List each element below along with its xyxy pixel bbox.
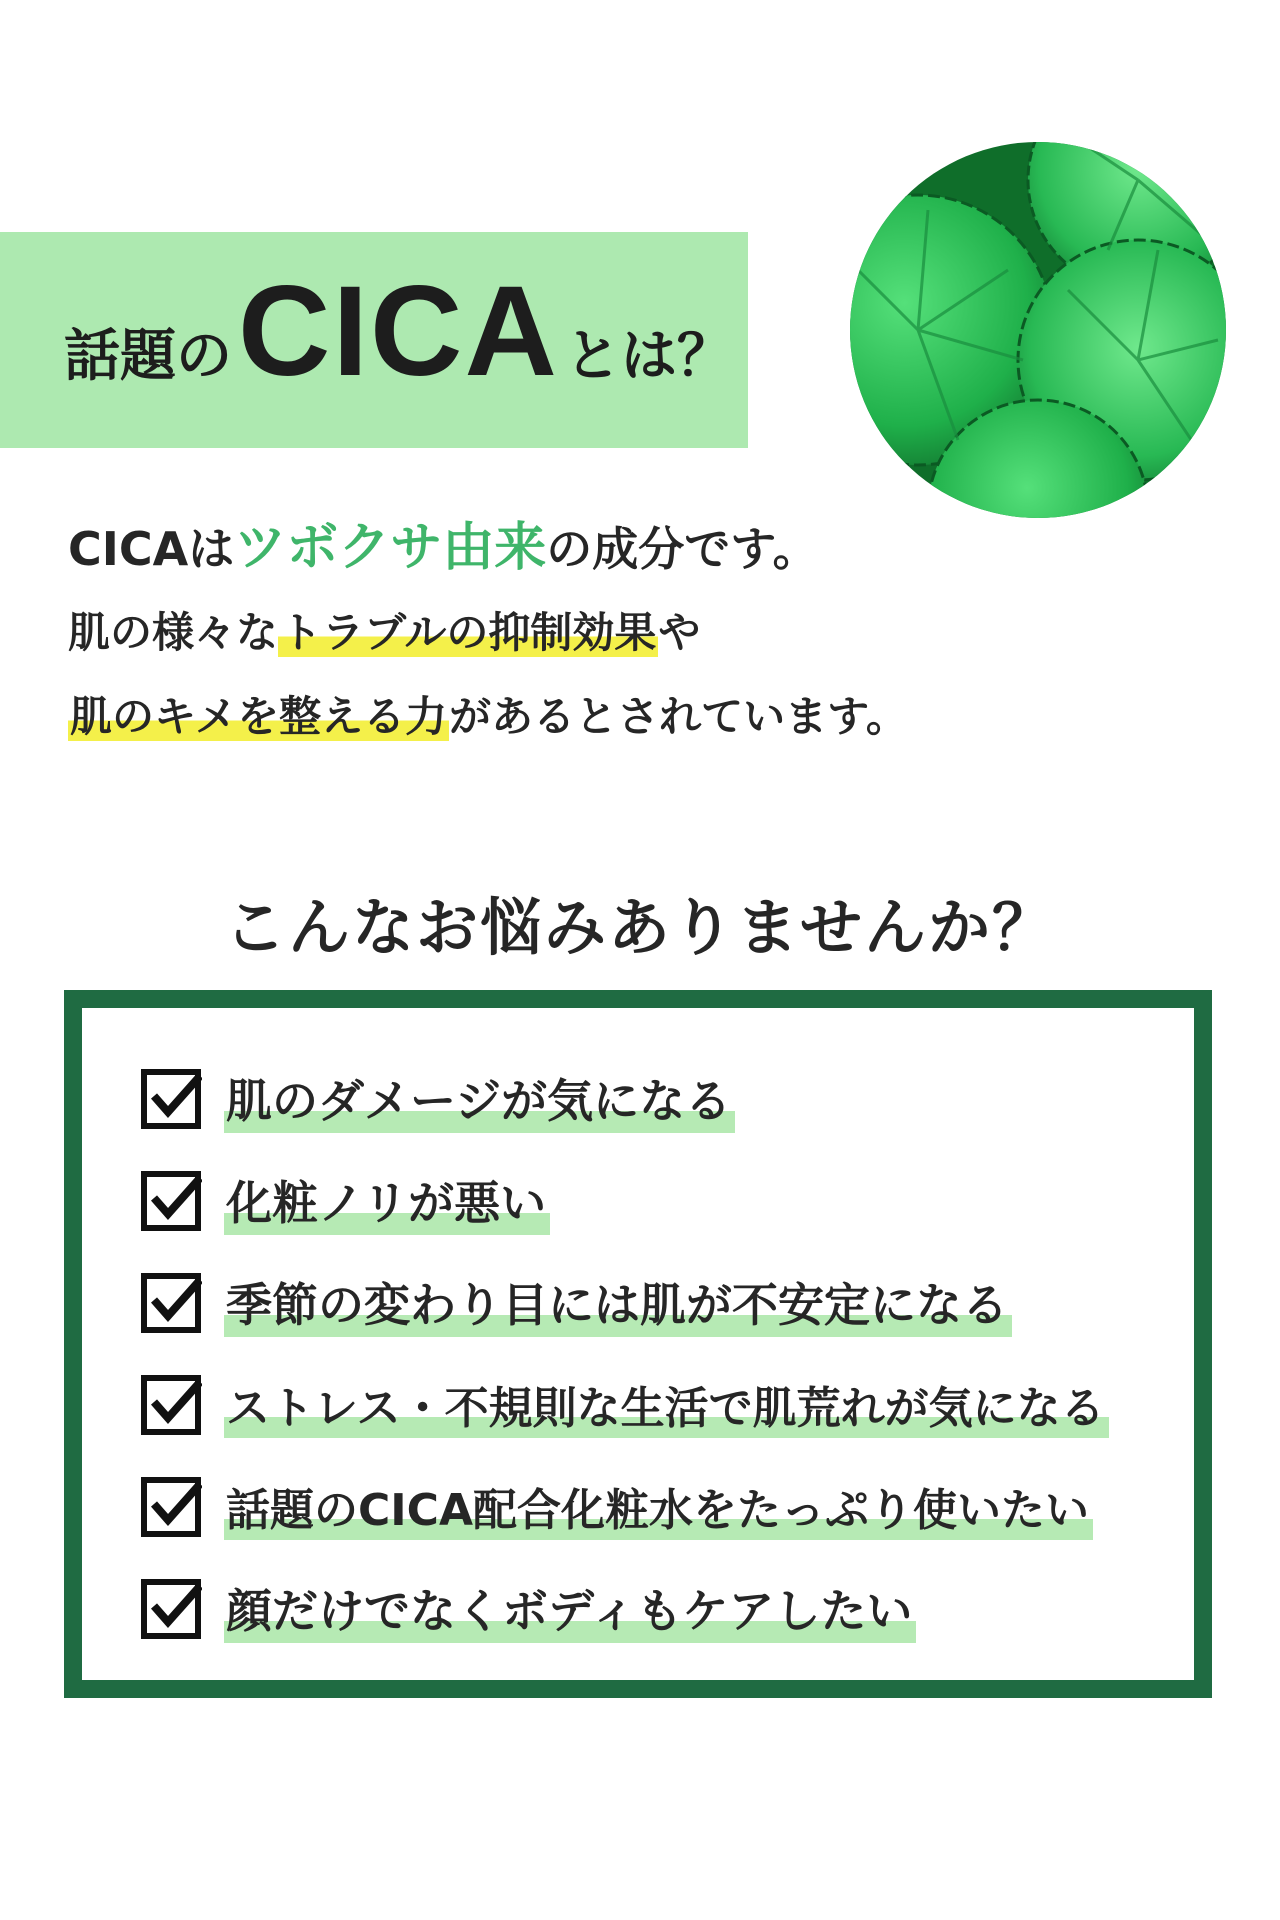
checkbox-checked-icon (140, 1578, 202, 1640)
page-title (64, 260, 733, 403)
checklist-item (140, 1370, 1109, 1440)
checklist-item-text: ストレス・不規則な生活で肌荒れが気になる (224, 1372, 1109, 1438)
checklist-item (140, 1472, 1093, 1542)
checklist-item (140, 1064, 735, 1134)
intro-text: の成分です。 (546, 522, 819, 576)
checkbox-checked-icon (140, 1170, 202, 1232)
title-cica: CICA (238, 260, 559, 403)
checklist-item (140, 1268, 1012, 1338)
intro-green-highlight: ツボクサ由来 (234, 518, 547, 578)
intro-text: があるとされています。 (449, 692, 908, 741)
intro-text: CICAは (68, 522, 235, 576)
checkbox-checked-icon (140, 1476, 202, 1538)
checkbox-checked-icon (140, 1374, 202, 1436)
intro-text: 肌の様々な (68, 608, 279, 657)
intro-line-3 (68, 684, 1228, 744)
checklist-item-text: 肌のダメージが気になる (224, 1065, 735, 1133)
checkbox-checked-icon (140, 1272, 202, 1334)
intro-line-2 (68, 600, 1228, 660)
cica-leaf-image (808, 120, 1228, 540)
intro-text: や (658, 608, 701, 657)
intro-yellow-highlight: 肌のキメを整える力 (70, 692, 448, 741)
checklist-item (140, 1574, 916, 1644)
checkbox-checked-icon (140, 1068, 202, 1130)
title-suffix: とは？ (564, 324, 733, 389)
checklist-item-text: 季節の変わり目には肌が不安定になる (224, 1269, 1012, 1337)
checklist-item-text: 顔だけでなくボディもケアしたい (224, 1575, 916, 1643)
checklist-item-text: 話題のCICA配合化粧水をたっぷり使いたい (224, 1474, 1093, 1540)
title-prefix: 話題の (64, 324, 232, 389)
worries-heading: こんなお悩みありませんか？ (223, 891, 1056, 964)
checklist-item (140, 1166, 550, 1236)
checklist-item-text: 化粧ノリが悪い (224, 1167, 550, 1235)
intro-line-1 (68, 505, 1228, 580)
intro-yellow-highlight: トラブルの抑制効果 (280, 608, 657, 657)
worries-checklist (64, 990, 1212, 1698)
